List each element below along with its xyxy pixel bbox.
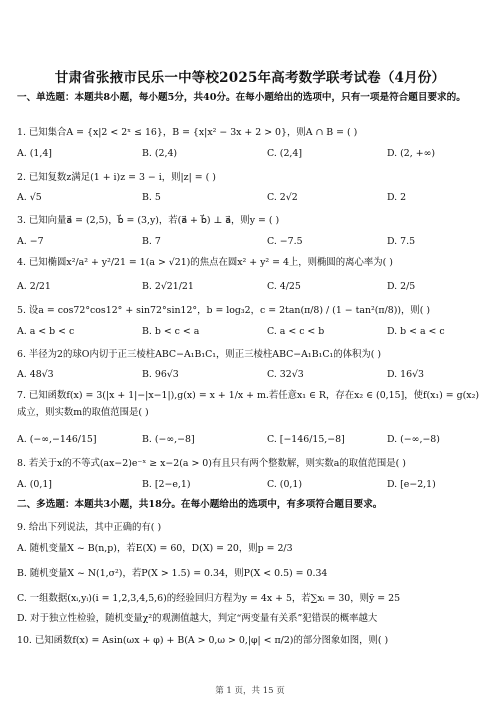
option-d: D. b < a < c — [387, 326, 445, 337]
page-title: 甘肃省张掖市民乐一中等校2025年高考数学联考试卷（4月份） — [54, 70, 446, 86]
option-d: D. [e−2,1) — [387, 479, 436, 490]
option-c: C. 32√3 — [267, 369, 304, 380]
option-d: D. (−∞,−8) — [387, 434, 440, 445]
question-4-options — [17, 281, 487, 295]
option-a: A. (−∞,−146/15] — [17, 434, 97, 445]
option-c: C. [−146/15,−8] — [267, 434, 345, 445]
question-9-option-b: B. 随机变量X ~ N(1,σ²)，若P(X > 1.5) = 0.34，则P(X < 0.5) = 0.34 — [17, 568, 328, 579]
option-a: A. −7 — [17, 236, 44, 247]
option-a: A. √5 — [17, 192, 42, 203]
option-b: B. 5 — [142, 192, 161, 203]
question-5-options — [17, 326, 487, 340]
option-b: B. (2,4) — [142, 148, 178, 159]
question-4: 4. 已知椭圆x²/a² + y²/21 = 1(a > √21)的焦点在圆x² + y² = 4上，则椭圆的离心率为( ) — [17, 257, 393, 268]
question-5: 5. 设a = cos72°cos12° + sin72°sin12°，b = log₃2，c = 2tan(π/8) / (1 − tan²(π/8))，则( ) — [17, 305, 431, 316]
question-6: 6. 半径为2的球O内切于正三棱柱ABC−A₁B₁C₁，则正三棱柱ABC−A₁B₁C₁的体积为( ) — [17, 349, 382, 360]
option-c: C. (2,4] — [267, 148, 303, 159]
option-c: C. −7.5 — [267, 236, 303, 247]
question-2-options — [17, 192, 487, 206]
page-footer: 第 1 页，共 15 页 — [215, 686, 285, 696]
question-2: 2. 已知复数z满足(1 + i)z = 3 − i，则|z| = ( ) — [17, 172, 216, 183]
option-b: B. 2√21/21 — [142, 281, 194, 292]
option-b: B. [2−e,1) — [142, 479, 191, 490]
option-d: D. 2/5 — [387, 281, 416, 292]
question-7: 7. 已知函数f(x) = 3(|x + 1|−|x−1|),g(x) = x + 1/x + m.若任意x₁ ∈ R，存在x₂ ∈ (0,15]，使f(x₁) = g(x₂)成立，则实数m的取值范围是( ) — [17, 390, 479, 418]
question-3-options — [17, 236, 487, 250]
option-c: C. 4/25 — [267, 281, 301, 292]
option-a: A. (0,1] — [17, 479, 52, 490]
option-b: B. 96√3 — [142, 369, 179, 380]
question-1-options — [17, 148, 487, 162]
question-9-option-a: A. 随机变量X ~ B(n,p)，若E(X) = 60，D(X) = 20，则p = 2/3 — [17, 543, 293, 554]
section-heading-single-choice: 一、单选题：本题共8小题，每小题5分，共40分。在每小题给出的选项中，只有一项是符合题目要求的。 — [17, 92, 466, 103]
option-b: B. 7 — [142, 236, 161, 247]
question-8: 8. 若关于x的不等式(ax−2)e⁻ˣ ≥ x−2(a > 0)有且只有两个整数解，则实数a的取值范围是( ) — [17, 458, 406, 469]
section-heading-multi-choice: 二、多选题：本题共3小题，共18分。在每小题给出的选项中，有多项符合题目要求。 — [17, 499, 383, 510]
question-8-options — [17, 479, 487, 493]
question-1: 1. 已知集合A = {x|2 < 2ˣ ≤ 16}，B = {x|x² − 3x + 2 > 0}，则A ∩ B = ( ) — [17, 127, 358, 138]
option-a: A. a < b < c — [17, 326, 75, 337]
option-a: A. 2/21 — [17, 281, 51, 292]
option-c: C. a < c < b — [267, 326, 325, 337]
question-9-option-c: C. 一组数据(xᵢ,yᵢ)(i = 1,2,3,4,5,6)的经验回归方程为y = 4x + 5，若∑xᵢ = 30，则ȳ = 25 — [17, 593, 401, 604]
option-d: D. 7.5 — [387, 236, 416, 247]
option-d: D. (2, +∞) — [387, 148, 436, 159]
question-9-option-d: D. 对于独立性检验，随机变量χ²的观测值越大，判定“两变量有关系”犯错误的概率越大 — [17, 613, 378, 624]
option-d: D. 16√3 — [387, 369, 425, 380]
option-b: B. (−∞,−8] — [142, 434, 195, 445]
option-c: C. (0,1) — [267, 479, 303, 490]
question-9: 9. 给出下列说法，其中正确的有( ) — [17, 522, 162, 533]
question-6-options — [17, 369, 487, 383]
option-a: A. 48√3 — [17, 369, 54, 380]
question-10: 10. 已知函数f(x) = Asin(ωx + φ) + B(A > 0,ω > 0,|φ| < π/2)的部分图象如图，则( ) — [17, 635, 389, 646]
option-c: C. 2√2 — [267, 192, 298, 203]
option-b: B. b < c < a — [142, 326, 200, 337]
option-a: A. (1,4] — [17, 148, 52, 159]
question-7-options — [17, 434, 487, 448]
question-3: 3. 已知向量a⃗ = (2,5)，b⃗ = (3,y)，若(a⃗ + b⃗) ⊥ a⃗，则y = ( ) — [17, 215, 280, 226]
option-d: D. 2 — [387, 192, 407, 203]
